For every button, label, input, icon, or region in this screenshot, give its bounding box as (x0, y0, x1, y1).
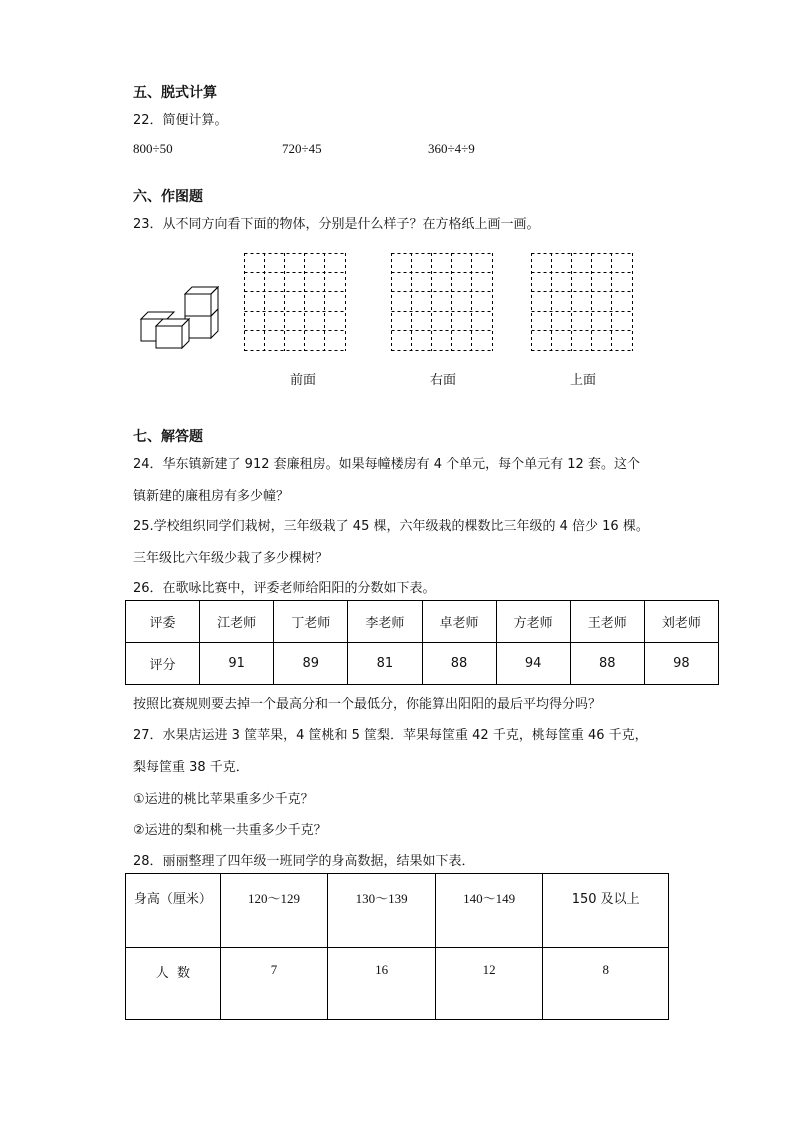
q28-count-row (126, 948, 669, 1020)
grid-front[interactable] (244, 253, 346, 351)
q26-cell: 88 (422, 643, 496, 685)
q28-text: 28．丽丽整理了四年级一班同学的身高数据，结果如下表． (133, 854, 475, 869)
q27-line1: 27．水果店运进 3 筐苹果，4 筐桃和 5 筐梨．苹果每筐重 42 千克，桃每筐重 46 千克， (133, 728, 648, 743)
section-7-title: 七、解答题 (133, 429, 203, 445)
q28-cell: 身高（厘米） (126, 874, 221, 948)
q24-line1: 24．华东镇新建了 912 套廉租房。如果每幢楼房有 4 个单元，每个单元有 12 套。这个 (133, 457, 640, 472)
q26-score-table (125, 600, 719, 685)
q26-cell: 李老师 (348, 601, 422, 643)
grid-top[interactable] (531, 253, 633, 351)
q26-cell: 评分 (126, 643, 200, 685)
q26-cell: 81 (348, 643, 422, 685)
q26-cell: 98 (644, 643, 718, 685)
q26-cell: 89 (274, 643, 348, 685)
q24-line2: 镇新建的廉租房有多少幢？ (133, 489, 290, 504)
q26-cell: 江老师 (200, 601, 274, 643)
grid-label-right: 右面 (430, 373, 457, 388)
q22-text: 22．简便计算。 (133, 113, 228, 128)
q27-sub2: ②运进的梨和桃一共重多少千克？ (133, 823, 327, 838)
q26-cell: 评委 (126, 601, 200, 643)
q26-text: 26．在歌咏比赛中，评委老师给阳阳的分数如下表。 (133, 581, 436, 596)
q26-cell: 王老师 (570, 601, 644, 643)
q28-cell: 8 (543, 948, 669, 1020)
q28-header-row (126, 874, 669, 948)
q26-cell: 94 (496, 643, 570, 685)
q22-expr-2: 720÷45 (282, 141, 322, 156)
section-6-title: 六、作图题 (133, 189, 203, 205)
q26-cell: 刘老师 (644, 601, 718, 643)
q26-cell: 方老师 (496, 601, 570, 643)
q26-cell: 丁老师 (274, 601, 348, 643)
q26-cell: 88 (570, 643, 644, 685)
q26-cell: 91 (200, 643, 274, 685)
q22-expr-3: 360÷4÷9 (428, 141, 475, 156)
q28-cell: 7 (220, 948, 328, 1020)
q22-expr-1: 800÷50 (133, 141, 173, 156)
q25-line2: 三年级比六年级少栽了多少棵树？ (133, 551, 329, 566)
q26-header-row (126, 601, 719, 643)
q28-cell: 140～149 (435, 874, 543, 948)
q28-height-table (125, 873, 669, 1020)
grid-right[interactable] (391, 253, 493, 351)
grid-label-top: 上面 (570, 373, 597, 388)
q26-question: 按照比赛规则要去掉一个最高分和一个最低分，你能算出阳阳的最后平均得分吗？ (133, 697, 602, 712)
q28-cell: 12 (435, 948, 543, 1020)
q28-cell: 人 数 (126, 948, 221, 1020)
grid-label-front: 前面 (290, 373, 317, 388)
q27-line2: 梨每筐重 38 千克． (133, 760, 249, 775)
q26-score-row (126, 643, 719, 685)
cube-stack-figure (138, 284, 220, 354)
q28-cell: 120～129 (220, 874, 328, 948)
q28-cell: 150 及以上 (543, 874, 669, 948)
q25-line1: 25.学校组织同学们栽树，三年级栽了 45 棵，六年级栽的棵数比三年级的 4 倍少 16 棵。 (133, 519, 649, 534)
q28-cell: 130～139 (328, 874, 436, 948)
q27-sub1: ①运进的桃比苹果重多少千克？ (133, 792, 314, 807)
section-5-title: 五、脱式计算 (133, 85, 217, 101)
q23-text: 23．从不同方向看下面的物体，分别是什么样子？在方格纸上画一画。 (133, 217, 540, 232)
q28-cell: 16 (328, 948, 436, 1020)
q26-cell: 卓老师 (422, 601, 496, 643)
